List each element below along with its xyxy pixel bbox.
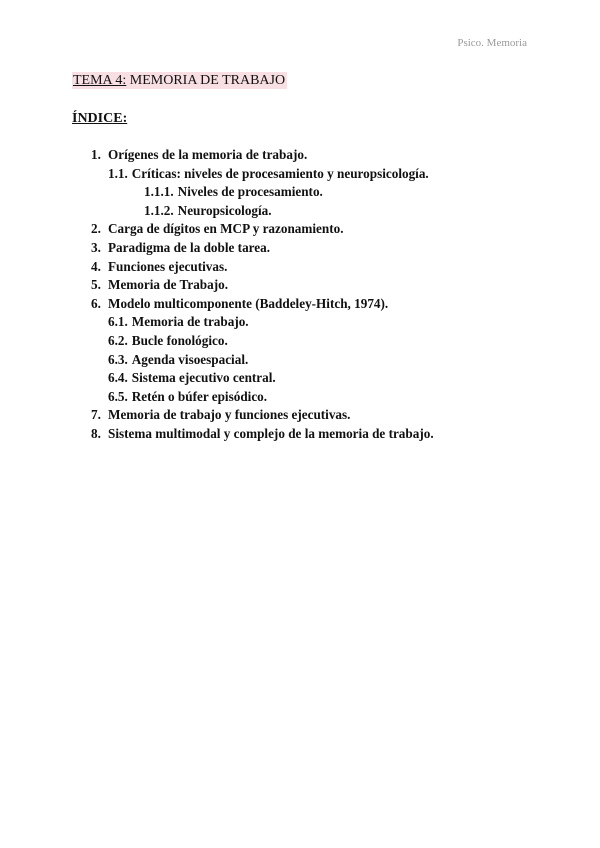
toc-item-number: 1.1.1. bbox=[144, 184, 174, 200]
toc-item-number: 4. bbox=[91, 258, 101, 274]
page-header: Psico. Memoria bbox=[457, 37, 527, 49]
toc-item-number: 6.1. bbox=[108, 314, 128, 330]
toc-item-label: Retén o búfer episódico. bbox=[131, 388, 268, 404]
toc-item bbox=[91, 426, 434, 442]
document-title bbox=[72, 72, 287, 89]
toc-item-number: 3. bbox=[91, 240, 101, 255]
toc-item bbox=[144, 203, 272, 219]
toc-item bbox=[108, 352, 248, 368]
toc-item bbox=[91, 221, 344, 237]
toc-item-number: 5. bbox=[91, 277, 101, 293]
toc-item bbox=[108, 370, 276, 386]
toc-item-label: Bucle fonológico. bbox=[131, 333, 228, 348]
toc-item-label: Agenda visoespacial. bbox=[131, 351, 249, 367]
toc-item bbox=[91, 277, 228, 293]
toc-item-label: Paradigma de la doble tarea. bbox=[108, 240, 271, 255]
toc-item bbox=[91, 147, 307, 163]
toc-item bbox=[108, 389, 267, 405]
toc-item-number: 8. bbox=[91, 426, 101, 441]
toc-item-label: Memoria de trabajo. bbox=[131, 314, 249, 330]
toc-item-label: Neuropsicología. bbox=[177, 202, 272, 218]
title-prefix: TEMA 4: bbox=[73, 73, 127, 88]
toc-item-label: Sistema ejecutivo central. bbox=[131, 370, 276, 386]
toc-item bbox=[91, 259, 227, 275]
toc-item-number: 1.1. bbox=[108, 165, 128, 181]
toc-item bbox=[108, 333, 228, 349]
toc-item-number: 1.1.2. bbox=[144, 202, 174, 218]
toc-item-label: Carga de dígitos en MCP y razonamiento. bbox=[108, 221, 344, 237]
title-rest: MEMORIA DE TRABAJO bbox=[126, 73, 286, 88]
toc-item-label: Niveles de procesamiento. bbox=[177, 184, 323, 200]
index-heading: ÍNDICE: bbox=[72, 111, 128, 126]
toc-item-number: 6.4. bbox=[108, 370, 128, 386]
toc-item bbox=[108, 166, 429, 182]
toc-item bbox=[144, 184, 323, 200]
toc-item bbox=[91, 296, 388, 312]
toc-item-label: Orígenes de la memoria de trabajo. bbox=[108, 147, 308, 162]
toc-item-number: 6.2. bbox=[108, 333, 128, 348]
toc-item-label: Sistema multimodal y complejo de la memoria de trabajo. bbox=[108, 426, 434, 441]
toc-item-number: 6. bbox=[91, 295, 101, 311]
toc-item bbox=[91, 407, 350, 423]
toc-item-number: 6.5. bbox=[108, 388, 128, 404]
toc-item-label: Funciones ejecutivas. bbox=[108, 258, 228, 274]
toc-item bbox=[91, 240, 270, 256]
toc-item-label: Críticas: niveles de procesamiento y neuropsicología. bbox=[131, 165, 429, 181]
toc-item-number: 1. bbox=[91, 147, 101, 162]
toc-item-number: 6.3. bbox=[108, 351, 128, 367]
toc-item-number: 7. bbox=[91, 407, 101, 423]
toc-item-label: Memoria de Trabajo. bbox=[108, 277, 229, 293]
toc-item bbox=[108, 314, 249, 330]
toc-item-label: Modelo multicomponente (Baddeley-Hitch, 1974). bbox=[108, 295, 389, 311]
toc-item-number: 2. bbox=[91, 221, 101, 237]
toc-item-label: Memoria de trabajo y funciones ejecutivas. bbox=[108, 407, 351, 423]
